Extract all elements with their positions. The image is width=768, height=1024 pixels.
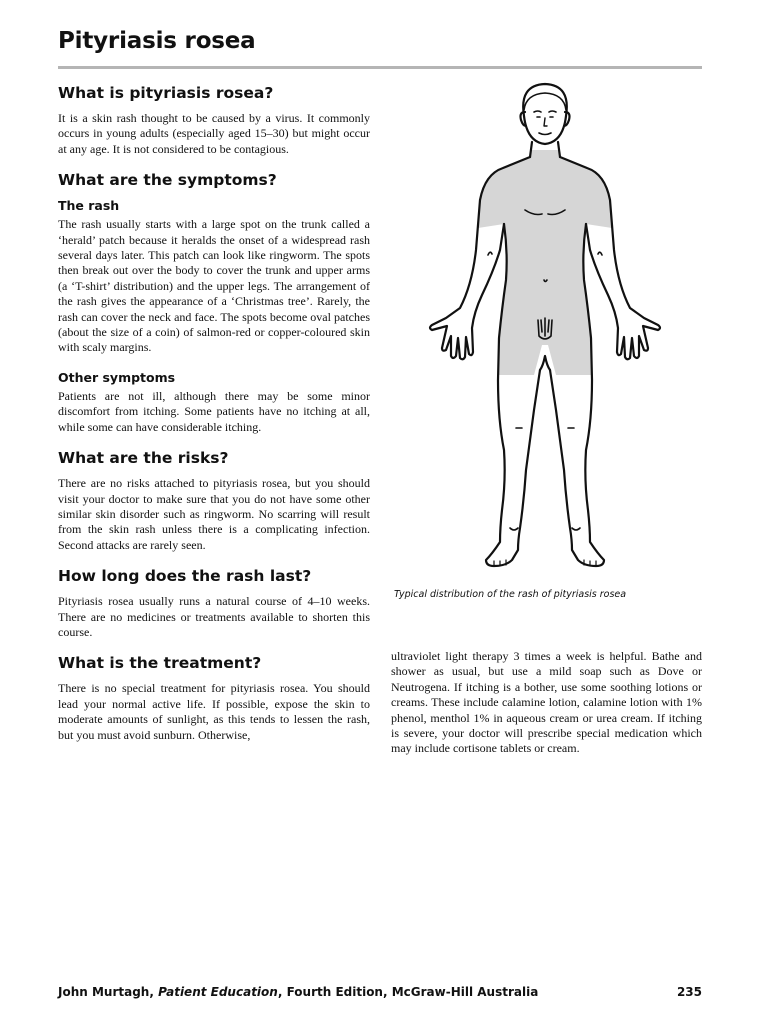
heading-treatment: What is the treatment?: [58, 654, 262, 673]
right-column-text: [391, 649, 702, 771]
paragraph-duration: Pityriasis rosea usually runs a natural course of 4–10 weeks. There are no medicines or treatments available to shorten this course.: [58, 594, 370, 639]
heading-duration: How long does the rash last?: [58, 567, 312, 586]
section-treatment: [58, 654, 370, 743]
footer-book-title: Patient Education: [158, 985, 278, 999]
footer-edition: , Fourth Edition, McGraw-Hill Australia: [277, 985, 539, 999]
section-risks: [58, 449, 370, 553]
left-column: [58, 84, 370, 757]
title-rule: [58, 66, 702, 69]
page-footer: [58, 985, 702, 999]
page-title: Pityriasis rosea: [58, 28, 256, 54]
section-duration: [58, 567, 370, 640]
section-what-is: [58, 84, 370, 157]
body-outline-illustration: [420, 80, 670, 575]
subheading-rash: The rash: [58, 198, 120, 214]
heading-what-is: What is pityriasis rosea?: [58, 84, 274, 102]
figure-caption: Typical distribution of the rash of pityriasis rosea: [394, 589, 627, 600]
body-figure: [420, 80, 670, 575]
paragraph-treatment: There is no special treatment for pityriasis rosea. You should lead your normal active life. If possible, expose the skin to moderate amounts of sunlight, as this tends to lessen the rash, but you must avoid sunburn. Otherwise,: [58, 681, 370, 742]
paragraph-what-is: It is a skin rash thought to be caused by a virus. It commonly occurs in young adults (especially aged 15–30) but might occur at any age. It is not considered to be contagious.: [58, 111, 370, 156]
footer-author: John Murtagh,: [58, 985, 159, 999]
heading-symptoms: What are the symptoms?: [58, 171, 277, 190]
section-symptoms: [58, 171, 370, 435]
paragraph-treatment-continued: ultraviolet light therapy 3 times a week is helpful. Bathe and shower as usual, but use a mild soap such as Dove or Neutrogena. If itching is a bother, use some soothing lotions or creams. These include calamine lotion, calamine lotion with 1% phenol, menthol 1% in aqueous cream or urea cream. If itching is severe, your doctor will prescribe special medication which may include cortisone tablets or cream.: [391, 649, 702, 756]
paragraph-risks: There are no risks attached to pityriasis rosea, but you should visit your doctor to make sure that you do not have some other similar skin disorder such as ringworm. No scarring will result from the skin rash unless there is a complicating infection. Second attacks are rarely seen.: [58, 476, 370, 552]
heading-risks: What are the risks?: [58, 449, 229, 468]
subheading-other-symptoms: Other symptoms: [58, 369, 176, 385]
page-number: 235: [676, 985, 702, 999]
paragraph-other-symptoms: Patients are not ill, although there may be some minor discomfort from itching. Some patients have no itching at all, while some can have considerable itching.: [58, 388, 370, 434]
paragraph-rash: The rash usually starts with a large spot on the trunk called a ‘herald’ patch because it heralds the onset of a widespread rash several days later. This patch can look like ringworm. The spots then break out over the body to cover the trunk and upper arms (a ‘T-shirt’ distribution) and the upper legs. The arrangement of the rash gives the appearance of a ‘Christmas tree’. Rarely, the rash can cover the neck and face. The spots become oval patches (about the size of a coin) of salmon-red or copper-coloured skin with scaly margins.: [58, 217, 370, 355]
